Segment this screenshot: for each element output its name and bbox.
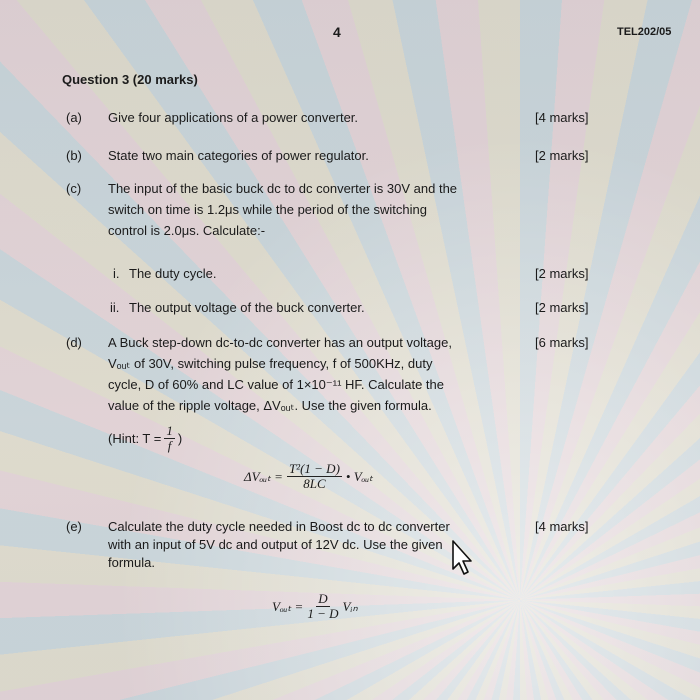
part-c-line3: control is 2.0μs. Calculate:- <box>108 223 266 238</box>
hint-suffix: ) <box>177 431 183 446</box>
part-d-marks: [6 marks] <box>535 335 589 350</box>
boost-formula-fraction <box>307 592 338 621</box>
question-title: Question 3 (20 marks) <box>62 72 198 87</box>
boost-formula <box>272 592 358 621</box>
hint-fraction <box>164 424 175 453</box>
part-d-label: (d) <box>66 335 82 350</box>
part-c-line2: switch on time is 1.2μs while the period of the switching <box>108 202 427 217</box>
part-c-i-label: i. <box>113 266 120 281</box>
part-e-line3: formula. <box>108 555 155 570</box>
part-a-marks: [4 marks] <box>535 110 589 125</box>
boost-formula-numerator: D <box>318 591 328 606</box>
part-d-line3: cycle, D of 60% and LC value of 1×10⁻¹¹ HF. Calculate the <box>108 377 445 392</box>
ripple-formula-lhs: ΔVₒᵤₜ = <box>244 468 283 484</box>
boost-formula-lhs: Vₒᵤₜ = <box>272 598 304 614</box>
part-c-line1: The input of the basic buck dc to dc converter is 30V and the <box>108 181 458 196</box>
course-code: TEL202/05 <box>617 26 672 38</box>
part-c-ii-label: ii. <box>110 300 120 315</box>
part-c-i-text: The duty cycle. <box>129 266 217 281</box>
part-d-line2: Vₒᵤₜ of 30V, switching pulse frequency, f of 500KHz, duty <box>108 356 433 371</box>
part-b-label: (b) <box>66 148 82 163</box>
part-e-label: (e) <box>66 519 82 534</box>
part-b-marks: [2 marks] <box>535 148 589 163</box>
boost-formula-rhs: Vᵢₙ <box>342 598 358 614</box>
part-d-line1: A Buck step-down dc-to-dc converter has an output voltage, <box>108 335 452 350</box>
part-b-text: State two main categories of power regulator. <box>108 148 369 163</box>
ripple-formula-fraction <box>287 462 342 491</box>
part-e-line1: Calculate the duty cycle needed in Boost dc to dc converter <box>108 519 450 534</box>
hint-prefix: (Hint: T = <box>108 431 162 446</box>
ripple-formula-numerator: T²(1 − D) <box>288 461 340 476</box>
part-d-line4: value of the ripple voltage, ΔVₒᵤₜ. Use the given formula. <box>108 398 432 413</box>
part-a-text: Give four applications of a power converter. <box>108 110 359 125</box>
part-c-label: (c) <box>66 181 82 196</box>
part-d-hint <box>108 424 182 453</box>
page-number: 4 <box>333 24 341 40</box>
boost-formula-denominator: 1 − D <box>307 606 339 621</box>
hint-denominator: f <box>167 438 172 453</box>
hint-numerator: 1 <box>166 423 173 438</box>
ripple-formula-rhs: • Vₒᵤₜ <box>345 468 374 484</box>
mouse-pointer-icon <box>450 539 474 579</box>
part-a-label: (a) <box>66 110 82 125</box>
part-e-marks: [4 marks] <box>535 519 589 534</box>
part-c-ii-marks: [2 marks] <box>535 300 589 315</box>
ripple-formula <box>244 462 373 491</box>
part-c-i-marks: [2 marks] <box>535 266 589 281</box>
part-c-ii-text: The output voltage of the buck converter. <box>129 300 365 315</box>
part-e-line2: with an input of 5V dc and output of 12V dc. Use the given <box>108 537 443 552</box>
ripple-formula-denominator: 8LC <box>303 476 326 491</box>
